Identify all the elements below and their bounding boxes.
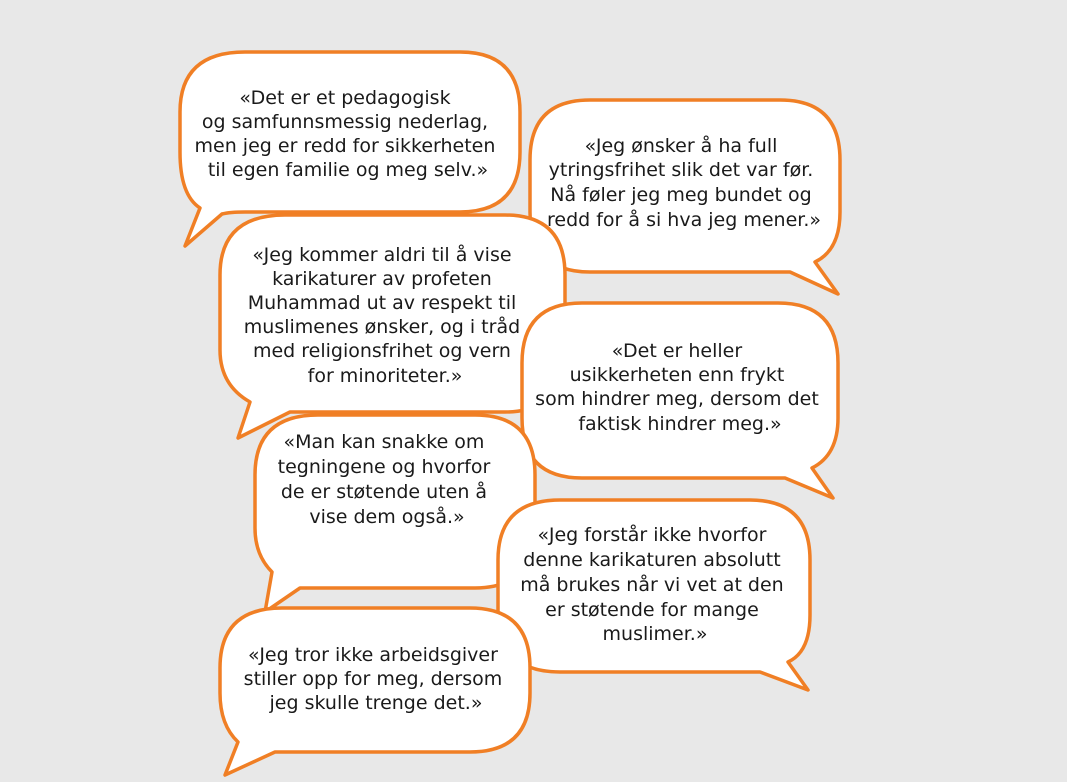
speech-bubble-5-text: «Man kan snakke om tegningene og hvorfor de er støtende uten å vise dem også.» — [277, 431, 491, 528]
speech-bubble-7-text: «Jeg tror ikke arbeidsgiver stiller opp for meg, dersom jeg skulle trenge det.» — [243, 644, 503, 714]
speech-bubble-5 — [255, 415, 535, 612]
speech-bubble-6 — [498, 500, 810, 690]
speech-bubble-2-text: «Jeg ønsker å ha full ytringsfrihet slik det var før. Nå føler jeg meg bundet og redd for å si hva jeg mener.» — [546, 135, 822, 231]
speech-bubble-3-text: «Jeg kommer aldri til å vise karikaturer av profeten Muhammad ut av respekt til muslimenes ønsker, og i tråd med religionsfrihet og vern for minoriteter.» — [243, 244, 521, 387]
speech-bubble-6-text: «Jeg forstår ikke hvorfor denne karikaturen absolutt må brukes når vi vet at den er støtende for mange muslimer.» — [520, 524, 784, 645]
speech-bubble-7 — [220, 608, 530, 775]
speech-bubble-1-text: «Det er et pedagogisk og samfunnsmessig nederlag, men jeg er redd for sikkerheten til egen familie og meg selv.» — [194, 87, 496, 181]
speech-bubble-2 — [530, 100, 840, 294]
speech-bubble-4 — [522, 303, 838, 498]
speech-bubble-4-text: «Det er heller usikkerheten enn frykt som hindrer meg, dersom det faktisk hindrer meg.» — [535, 340, 819, 435]
speech-bubble-3 — [220, 215, 565, 438]
